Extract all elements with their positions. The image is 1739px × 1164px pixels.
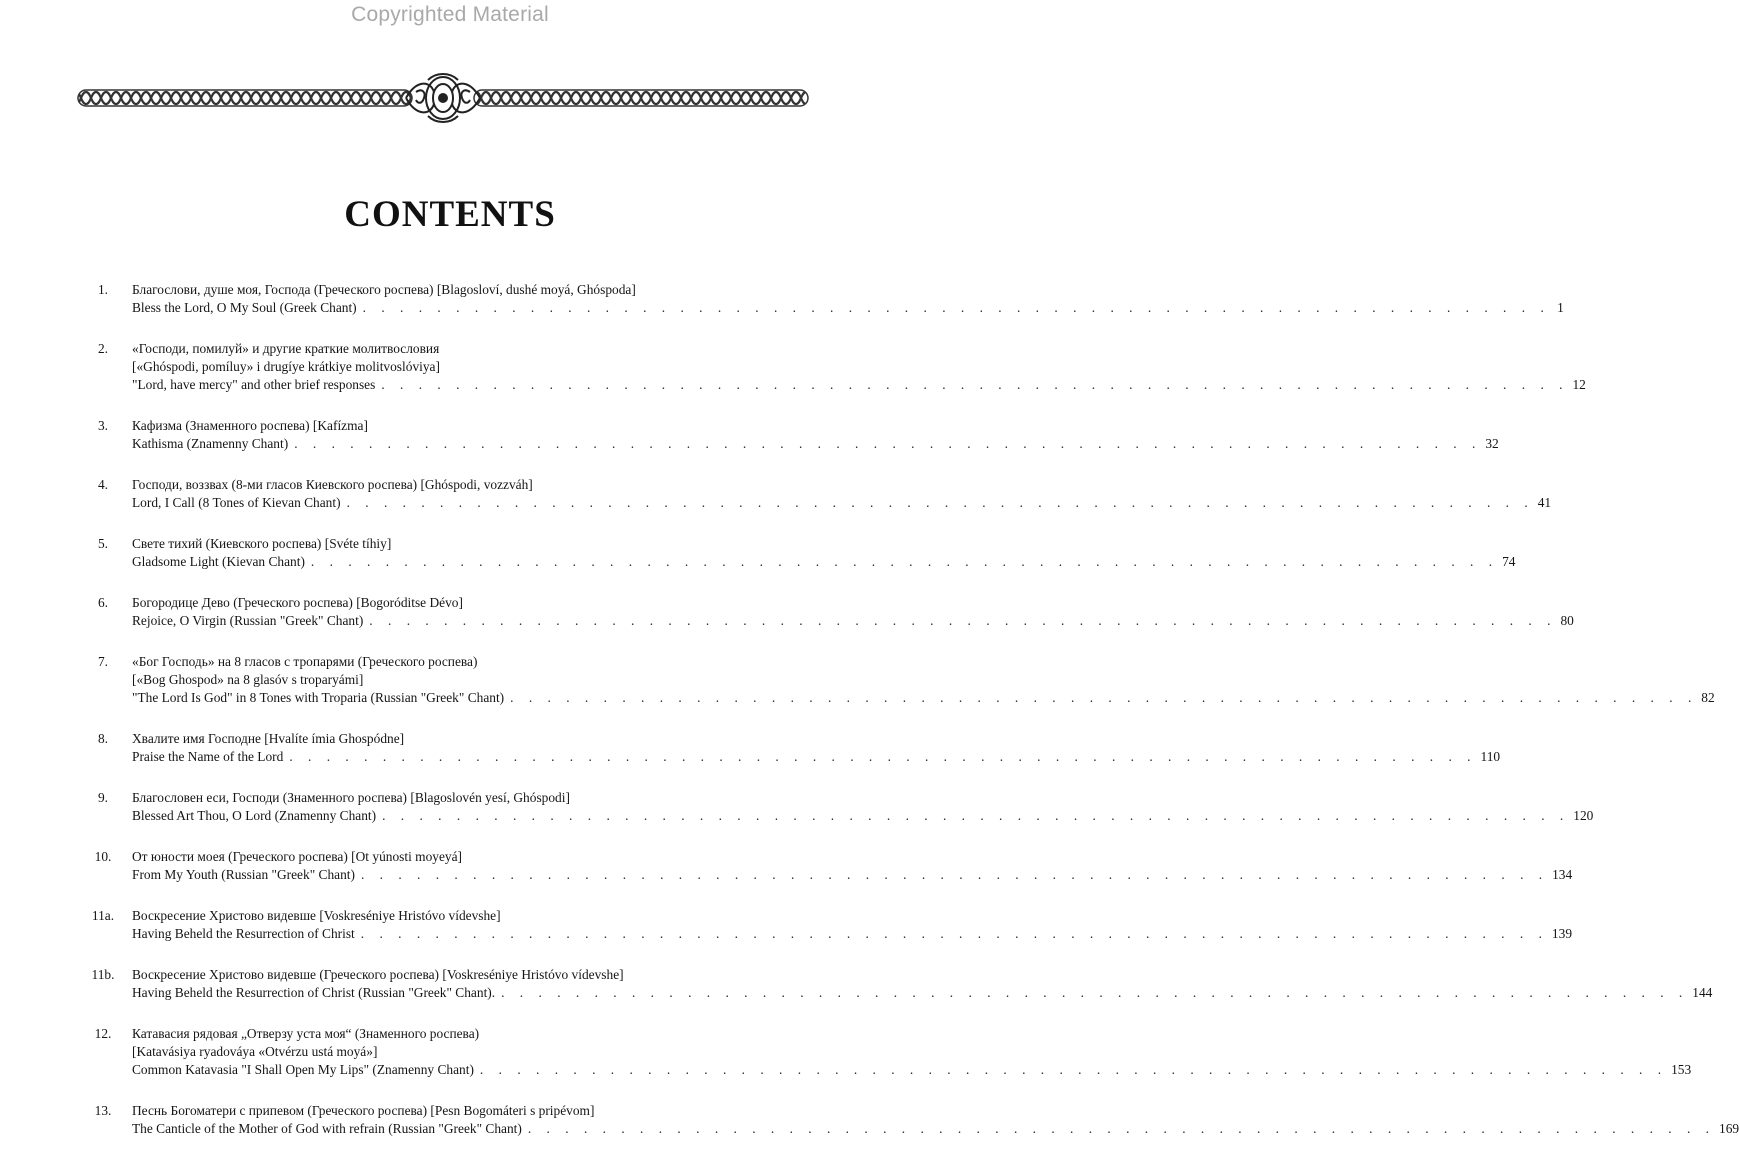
toc-entry [80,789,1594,825]
entry-english-title: From My Youth (Russian "Greek" Chant) [132,867,355,882]
entry-original-title: «Господи, помилуй» и другие краткие молитвословия [132,341,440,356]
entry-original-title: Песнь Богоматери с припевом (Греческого роспева) [Pesn Bogomáteri s pripévom] [132,1103,595,1118]
entry-original-title: [«Bog Ghospod» na 8 glasóv s troparyámi] [132,672,364,687]
dot-leader: . . . . . . . . . . . . . . . . . . . . . . . . . . . . . . . . . . . . . . . . . . . . . . . . . . . . . . . . . . . . . . . . [346,495,1534,510]
dot-leader: . . . . . . . . . . . . . . . . . . . . . . . . . . . . . . . . . . . . . . . . . . . . . . . . . . . . . . . . . . . . . . . . [527,1121,1716,1136]
entry-number: 4. [97,477,109,492]
entry-page-number: 82 [1701,690,1715,705]
entry-number: 10. [94,849,112,864]
entry-number: 6. [97,595,109,610]
entry-page-number: 134 [1552,867,1573,882]
entry-page-number: 110 [1480,749,1501,764]
dot-leader: . . . . . . . . . . . . . . . . . . . . . . . . . . . . . . . . . . . . . . . . . . . . . . . . . . . . . . . . . . . . . . . . [360,926,1548,941]
entry-original-title: Воскресение Христово видевше [Voskreséniye Hristóvo vídevshe] [132,908,501,923]
entry-english-title: Having Beheld the Resurrection of Christ (Russian "Greek" Chant). [132,985,496,1000]
entry-page-number: 1 [1557,300,1564,315]
toc-entry [80,417,1499,453]
entry-english-title: Praise the Name of the Lord [132,749,284,764]
toc-entry [80,1025,1692,1079]
entry-number: 13. [94,1103,112,1118]
entry-english-title: Common Katavasia "I Shall Open My Lips" (Znamenny Chant) [132,1062,474,1077]
entry-english-title: Having Beheld the Resurrection of Christ [132,926,355,941]
entry-number: 7. [97,654,109,669]
toc-entry [80,535,1516,571]
entry-number: 9. [97,790,109,805]
toc-entry [80,476,1552,512]
entry-english-title: Lord, I Call (8 Tones of Kievan Chant) [132,495,341,510]
dot-leader: . . . . . . . . . . . . . . . . . . . . . . . . . . . . . . . . . . . . . . . . . . . . . . . . . . . . . . . . . . . . . . . . [479,1062,1668,1077]
dot-leader: . . . . . . . . . . . . . . . . . . . . . . . . . . . . . . . . . . . . . . . . . . . . . . . . . . . . . . . . . . . . . . . . [501,985,1689,1000]
entry-page-number: 12 [1572,377,1586,392]
entry-original-title: [Katavásiya ryadováya «Otvérzu ustá moyá»] [132,1044,378,1059]
entry-page-number: 120 [1573,808,1594,823]
entry-page-number: 153 [1671,1062,1692,1077]
entry-english-title: Blessed Art Thou, O Lord (Znamenny Chant) [132,808,377,823]
entry-page-number: 80 [1560,613,1574,628]
entry-number: 5. [97,536,109,551]
entry-english-title: Bless the Lord, O My Soul (Greek Chant) [132,300,357,315]
entry-original-title: Богородице Дево (Греческого роспева) [Bogoróditse Dévo] [132,595,463,610]
entry-original-title: Свете тихий (Киевского роспева) [Svéte tíhiy] [132,536,392,551]
dot-leader: . . . . . . . . . . . . . . . . . . . . . . . . . . . . . . . . . . . . . . . . . . . . . . . . . . . . . . . . . . . . . . . . [369,613,1557,628]
toc-entry [80,594,1574,630]
entry-original-title: Кафизма (Знаменного роспева) [Kafízma] [132,418,368,433]
entry-original-title: Благословен еси, Господи (Знаменного роспева) [Blagoslovén yesí, Ghóspodi] [132,790,570,805]
decorative-ornament-divider [76,74,810,122]
entry-page-number: 144 [1692,985,1713,1000]
entry-original-title: Воскресение Христово видевше (Греческого роспева) [Voskreséniye Hristóvo vídevshe] [132,967,624,982]
toc-entry [80,340,1586,394]
entry-number: 3. [97,418,109,433]
toc-entry [80,966,1713,1002]
entry-page-number: 41 [1537,495,1552,510]
entry-original-title: От юности моея (Греческого роспева) [Ot yúnosti moyeyá] [132,849,462,864]
entry-original-title: «Бог Господь» на 8 гласов с тропарями (Греческого роспева) [132,654,478,669]
dot-leader: . . . . . . . . . . . . . . . . . . . . . . . . . . . . . . . . . . . . . . . . . . . . . . . . . . . . . . . . . . . . . . . . [362,300,1550,315]
entry-number: 2. [97,341,109,356]
page-title: CONTENTS [344,194,556,235]
toc-entry [80,730,1501,766]
table-of-contents [80,281,1739,1161]
entry-number: 11a. [91,908,115,923]
dot-leader: . . . . . . . . . . . . . . . . . . . . . . . . . . . . . . . . . . . . . . . . . . . . . . . . . . . . . . . . . . . . . . . . [381,377,1569,392]
entry-english-title: "Lord, have mercy" and other brief responses [132,377,376,392]
entry-number: 11b. [91,967,115,982]
dot-leader: . . . . . . . . . . . . . . . . . . . . . . . . . . . . . . . . . . . . . . . . . . . . . . . . . . . . . . . . . . . . . . . . [289,749,1477,764]
dot-leader: . . . . . . . . . . . . . . . . . . . . . . . . . . . . . . . . . . . . . . . . . . . . . . . . . . . . . . . . . . . . . . . . [382,808,1570,823]
entry-english-title: The Canticle of the Mother of God with refrain (Russian "Greek" Chant) [132,1121,522,1136]
entry-number: 12. [94,1026,112,1041]
entry-original-title: Катавасия рядовая „Отверзу уста моя“ (Знаменного роспева) [132,1026,480,1041]
toc-entry [80,848,1573,884]
entry-original-title: Господи, воззвах (8-ми гласов Киевского роспева) [Ghóspodi, vozzváh] [132,477,533,492]
entry-page-number: 32 [1485,436,1499,451]
toc-entry [80,653,1715,707]
entry-page-number: 169 [1719,1121,1739,1136]
dot-leader: . . . . . . . . . . . . . . . . . . . . . . . . . . . . . . . . . . . . . . . . . . . . . . . . . . . . . . . . . . . . . . . . [510,690,1698,705]
toc-entry [80,281,1564,317]
entry-english-title: Gladsome Light (Kievan Chant) [132,554,305,569]
dot-leader: . . . . . . . . . . . . . . . . . . . . . . . . . . . . . . . . . . . . . . . . . . . . . . . . . . . . . . . . . . . . . . . . [294,436,1482,451]
entry-number: 1. [97,282,109,297]
entry-number: 8. [97,731,109,746]
entry-original-title: [«Ghóspodi, pomíluy» i drugíye krátkiye molitvoslóviya] [132,359,440,374]
entry-english-title: Rejoice, O Virgin (Russian "Greek" Chant) [132,613,364,628]
toc-entry [80,1102,1739,1138]
entry-english-title: Kathisma (Znamenny Chant) [132,436,289,451]
entry-original-title: Хвалите имя Господне [Hvalíte ímia Ghospódne] [132,731,405,746]
dot-leader: . . . . . . . . . . . . . . . . . . . . . . . . . . . . . . . . . . . . . . . . . . . . . . . . . . . . . . . . . . . . . . . . [310,554,1499,569]
dot-leader: . . . . . . . . . . . . . . . . . . . . . . . . . . . . . . . . . . . . . . . . . . . . . . . . . . . . . . . . . . . . . . . . [360,867,1549,882]
entry-original-title: Благослови, душе моя, Господа (Греческого роспева) [Blagosloví, dushé moyá, Ghóspoda] [132,282,636,297]
copyright-watermark: Copyrighted Material [351,3,549,26]
entry-english-title: "The Lord Is God" in 8 Tones with Troparia (Russian "Greek" Chant) [132,690,505,705]
toc-entry [80,907,1573,943]
entry-page-number: 139 [1551,926,1573,941]
entry-page-number: 74 [1502,554,1516,569]
